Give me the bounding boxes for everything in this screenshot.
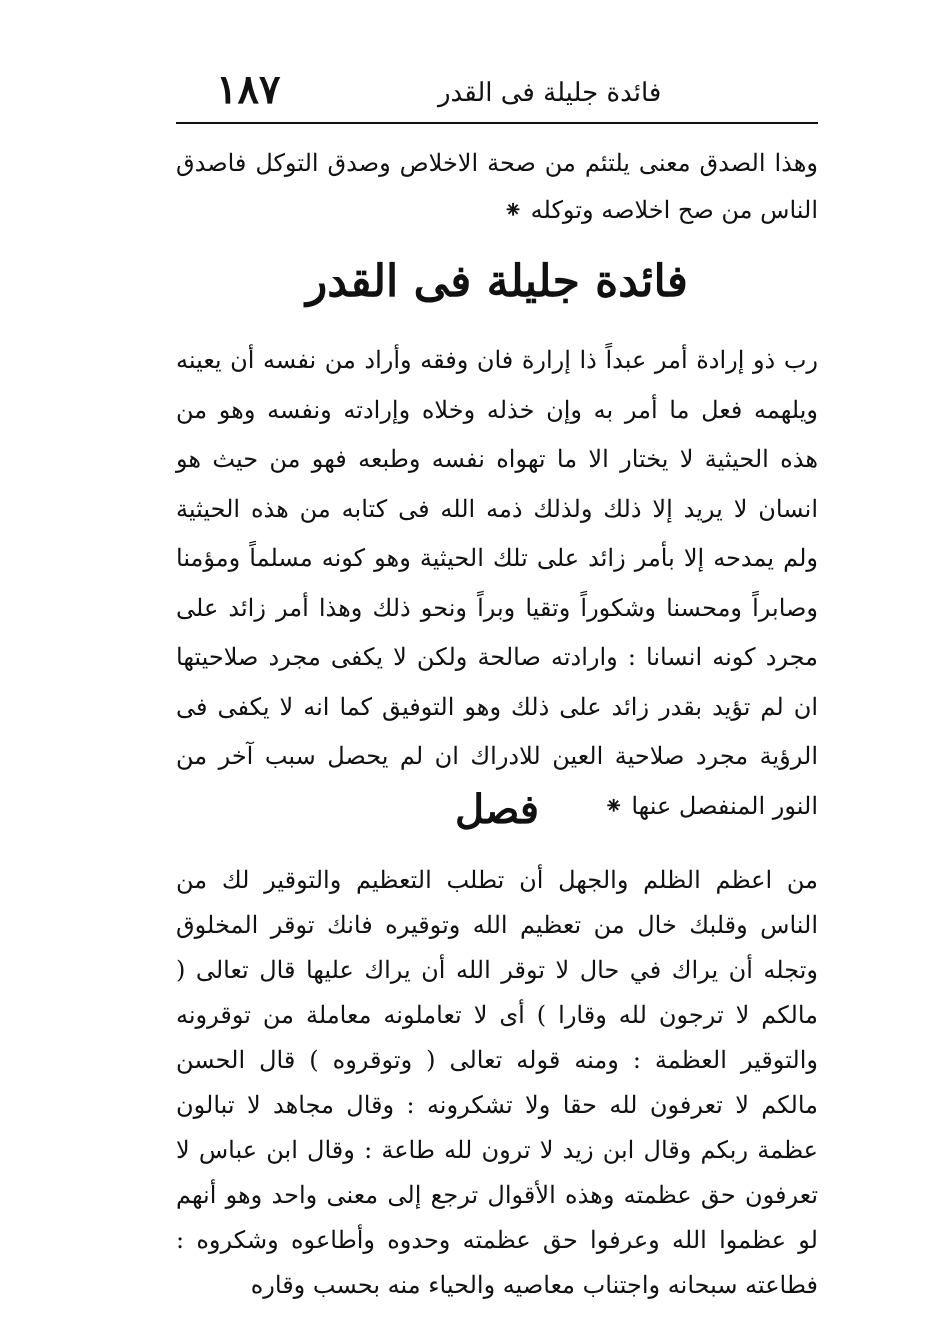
fasl-paragraph: من اعظم الظلم والجهل أن تطلب التعظيم والتوقير لك من الناس وقلبك خال من تعظيم الله وتوقيره فانك توقر المخلوق وتجله أن يراك في حال لا توقر الله أن يراك عليها قال تعالى ( مالكم لا ترجون لله وقارا ) أى لا تعاملونه معاملة من توقرونه والتوقير العظمة : ومنه قوله تعالى ( وتوقروه ) قال الحسن مالكم لا تعرفون لله حقا ولا تشكرونه : وقال مجاهد لا تبالون عظمة ربكم وقال ابن زيد لا ترون لله طاعة : وقال ابن عباس لا تعرفون حق عظمته وهذه الأقوال ترجع إلى معنى واحد وهو أنهم لو عظموا الله وعرفوا حق عظمته وحدوه وأطاعوه وشكروه : فطاعته سبحانه واجتناب معاصيه والحياء منه بحسب وقاره <box>176 866 819 1299</box>
qadar-paragraph: رب ذو إرادة أمر عبداً ذا إرارة فان وفقه وأراد من نفسه أن يعينه ويلهمه فعل ما أمر به وإن خذله وخلاه وإرادته ونفسه وهو من هذه الحيثية لا يختار الا ما تهواه نفسه وطبعه فهو من حيث هو انسان لا يريد إلا ذلك ولذلك ذمه الله فى كتابه من هذه الحيثية ولم يمدحه إلا بأمر زائد على تلك الحيثية وهو كونه مسلماً ومؤمنا وصابراً ومحسنا وشكوراً وتقيا وبراً ونحو ذلك وهذا أمر زائد على مجرد كونه انسانا : وارادته صالحة ولكن لا يكفى مجرد صلاحيتها ان لم تؤيد بقدر زائد على ذلك وهو التوفيق كما انه لا يكفى فى الرؤية مجرد صلاحية العين للادراك ان لم يحصل سبب آخر من النور المنفصل عنها ⁕ <box>176 346 819 820</box>
qadar-paragraph-block <box>176 336 818 831</box>
fasl-paragraph-block <box>176 858 818 1308</box>
intro-paragraph-block <box>176 140 818 234</box>
header-rule <box>176 122 818 124</box>
page-number: ١٨٧ <box>216 66 281 113</box>
intro-paragraph: وهذا الصدق معنى يلتئم من صحة الاخلاص وصدق التوكل فاصدق الناس من صح اخلاصه وتوكله ⁕ <box>176 149 818 224</box>
running-header <box>176 62 816 118</box>
running-header-title: فائدة جليلة فى القدر <box>438 78 662 108</box>
section-heading-qadar: فائدة جليلة فى القدر <box>306 256 688 307</box>
section-heading-fasl: فصل <box>454 786 540 833</box>
